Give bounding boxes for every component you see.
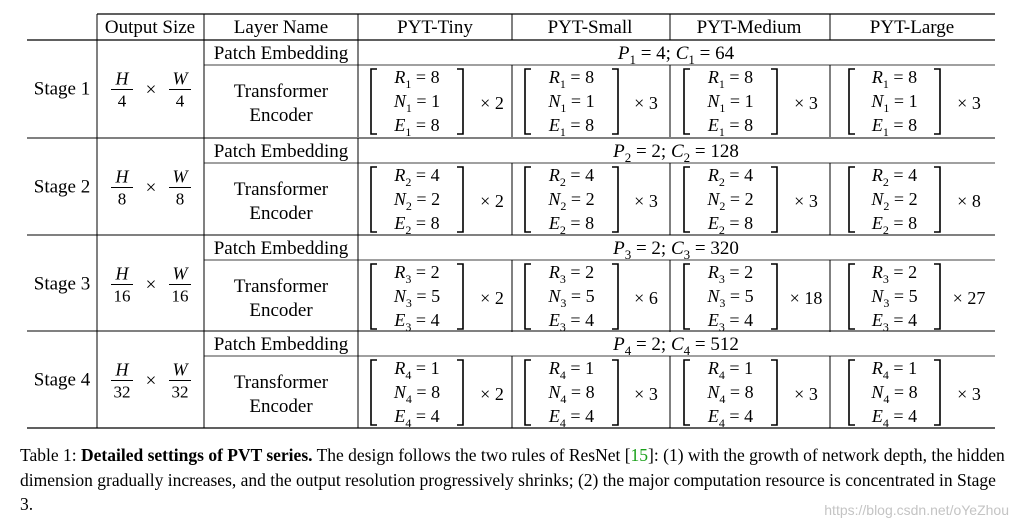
expansion-ratio: $E_3 = 4$ <box>707 310 754 334</box>
output-size-times: × <box>145 370 157 392</box>
output-size-times: × <box>145 274 157 296</box>
encoder-config-block <box>371 67 504 139</box>
expansion-ratio: $E_2 = 8$ <box>871 213 918 237</box>
block-multiplier: × 8 <box>957 191 981 211</box>
matrix-bracket-right <box>612 360 618 425</box>
encoder-config-block <box>684 165 818 237</box>
output-size-w: W <box>172 68 188 89</box>
num-heads: $N_3 = 5$ <box>548 286 595 310</box>
reduction-ratio: $R_1 = 8$ <box>548 67 595 91</box>
output-size-w-den: 4 <box>175 91 185 111</box>
num-heads: $N_1 = 1$ <box>871 91 918 115</box>
encoder-config-block <box>525 165 658 237</box>
num-heads: $N_4 = 8$ <box>393 382 441 406</box>
encoder-config-block <box>684 358 818 430</box>
block-multiplier: × 3 <box>634 384 658 404</box>
encoder-label-line1: Transformer <box>233 276 329 297</box>
encoder-config-block <box>371 262 504 334</box>
expansion-ratio: $E_4 = 4$ <box>871 406 918 430</box>
expansion-ratio: $E_3 = 4$ <box>394 310 440 334</box>
watermark: https://blog.csdn.net/oYeZhou <box>824 502 1009 518</box>
num-heads: $N_2 = 2$ <box>707 189 754 213</box>
block-multiplier: × 6 <box>634 288 658 308</box>
reduction-ratio: $R_1 = 8$ <box>871 67 918 91</box>
encoder-config-block <box>371 358 504 430</box>
matrix-bracket-left <box>525 264 531 329</box>
encoder-config-block <box>684 67 818 139</box>
stage-row <box>34 43 981 139</box>
num-heads: $N_4 = 8$ <box>871 382 918 406</box>
reduction-ratio: $R_4 = 1$ <box>871 358 918 382</box>
matrix-bracket-right <box>934 69 940 134</box>
matrix-bracket-left <box>849 69 855 134</box>
matrix-bracket-left <box>849 167 855 232</box>
patch-embedding-label: Patch Embedding <box>213 238 349 259</box>
output-size-w: W <box>172 166 188 187</box>
matrix-bracket-right <box>612 264 618 329</box>
header-layer-name: Layer Name <box>233 17 329 38</box>
encoder-label-line2: Encoder <box>249 396 313 417</box>
patch-settings: $P_2 = 2$; $C_2 = 128$ <box>613 141 739 165</box>
output-size-w: W <box>172 263 188 284</box>
matrix-bracket-left <box>684 360 690 425</box>
patch-embedding-label: Patch Embedding <box>213 334 349 355</box>
matrix-bracket-left <box>371 69 377 134</box>
reduction-ratio: $R_4 = 1$ <box>548 358 595 382</box>
expansion-ratio: $E_4 = 4$ <box>548 406 595 430</box>
expansion-ratio: $E_1 = 8$ <box>548 115 595 139</box>
block-multiplier: × 2 <box>480 288 504 308</box>
matrix-bracket-right <box>457 69 463 134</box>
patch-settings: $P_1 = 4$; $C_1 = 64$ <box>617 43 735 67</box>
matrix-bracket-right <box>771 167 777 232</box>
stage-row <box>34 238 986 334</box>
reduction-ratio: $R_2 = 4$ <box>394 165 440 189</box>
matrix-bracket-left <box>371 264 377 329</box>
matrix-bracket-right <box>771 264 777 329</box>
caption-citation-link[interactable]: 15 <box>630 445 649 465</box>
matrix-bracket-right <box>612 69 618 134</box>
caption-prefix: Table 1: <box>20 445 81 465</box>
num-heads: $N_3 = 5$ <box>707 286 754 310</box>
stage-label: Stage 1 <box>33 78 91 100</box>
matrix-bracket-right <box>771 69 777 134</box>
encoder-config-block <box>371 165 504 237</box>
block-multiplier: × 27 <box>952 288 986 308</box>
reduction-ratio: $R_2 = 4$ <box>548 165 595 189</box>
block-multiplier: × 3 <box>794 93 818 113</box>
reduction-ratio: $R_4 = 1$ <box>394 358 440 382</box>
reduction-ratio: $R_2 = 4$ <box>707 165 754 189</box>
output-size-w-den: 8 <box>175 189 185 209</box>
encoder-label-line1: Transformer <box>233 179 329 200</box>
header-model-large: PYT-Large <box>869 17 955 38</box>
matrix-bracket-right <box>934 167 940 232</box>
expansion-ratio: $E_4 = 4$ <box>394 406 440 430</box>
encoder-config-block <box>849 262 985 334</box>
expansion-ratio: $E_1 = 8$ <box>707 115 754 139</box>
output-size-h: H <box>115 166 129 187</box>
expansion-ratio: $E_3 = 4$ <box>548 310 595 334</box>
matrix-bracket-left <box>525 69 531 134</box>
reduction-ratio: $R_3 = 2$ <box>394 262 440 286</box>
num-heads: $N_2 = 2$ <box>548 189 595 213</box>
caption-lead: Detailed settings of PVT series. <box>80 445 313 465</box>
block-multiplier: × 3 <box>794 384 818 404</box>
block-multiplier: × 3 <box>794 191 818 211</box>
num-heads: $N_3 = 5$ <box>393 286 441 310</box>
matrix-bracket-left <box>849 264 855 329</box>
matrix-bracket-left <box>371 360 377 425</box>
header-model-small: PYT-Small <box>547 17 633 38</box>
output-size-w: W <box>172 359 188 380</box>
block-multiplier: × 18 <box>789 288 823 308</box>
matrix-bracket-left <box>525 167 531 232</box>
patch-embedding-label: Patch Embedding <box>213 141 349 162</box>
block-multiplier: × 2 <box>480 93 504 113</box>
patch-embedding-label: Patch Embedding <box>213 43 349 64</box>
stage-label: Stage 4 <box>33 369 91 391</box>
encoder-config-block <box>849 67 981 139</box>
encoder-config-block <box>525 358 658 430</box>
reduction-ratio: $R_3 = 2$ <box>548 262 595 286</box>
stage-row <box>34 141 981 237</box>
encoder-config-block <box>684 262 822 334</box>
matrix-bracket-left <box>684 264 690 329</box>
matrix-bracket-right <box>771 360 777 425</box>
block-multiplier: × 3 <box>634 191 658 211</box>
reduction-ratio: $R_2 = 4$ <box>871 165 918 189</box>
matrix-bracket-right <box>457 167 463 232</box>
matrix-bracket-right <box>934 264 940 329</box>
expansion-ratio: $E_1 = 8$ <box>394 115 440 139</box>
block-multiplier: × 2 <box>480 191 504 211</box>
output-size-h-den: 32 <box>113 382 131 402</box>
table-header <box>105 17 954 38</box>
reduction-ratio: $R_3 = 2$ <box>871 262 918 286</box>
caption-text-a: The design follows the two rules of ResNet [ <box>312 445 631 465</box>
num-heads: $N_3 = 5$ <box>871 286 918 310</box>
num-heads: $N_2 = 2$ <box>393 189 441 213</box>
output-size-h-den: 16 <box>113 286 131 306</box>
encoder-label-line2: Encoder <box>249 300 313 321</box>
output-size-w-den: 32 <box>171 382 189 402</box>
header-model-tiny: PYT-Tiny <box>397 17 473 38</box>
output-size-h: H <box>115 359 129 380</box>
block-multiplier: × 3 <box>957 384 981 404</box>
num-heads: $N_4 = 8$ <box>548 382 595 406</box>
table-body <box>34 43 986 430</box>
block-multiplier: × 3 <box>957 93 981 113</box>
matrix-bracket-right <box>934 360 940 425</box>
patch-settings: $P_4 = 2$; $C_4 = 512$ <box>613 334 739 358</box>
encoder-label-line2: Encoder <box>249 105 313 126</box>
stage-label: Stage 3 <box>33 273 91 295</box>
stage-label: Stage 2 <box>33 176 91 198</box>
output-size-h-den: 4 <box>117 91 127 111</box>
encoder-config-block <box>849 358 981 430</box>
reduction-ratio: $R_1 = 8$ <box>707 67 754 91</box>
output-size-times: × <box>145 177 157 199</box>
num-heads: $N_1 = 1$ <box>548 91 595 115</box>
matrix-bracket-right <box>457 264 463 329</box>
expansion-ratio: $E_1 = 8$ <box>871 115 918 139</box>
matrix-bracket-left <box>525 360 531 425</box>
encoder-config-block <box>525 262 658 334</box>
caption-text-b: ]: (1) with the growth of network depth, the hidden dimension gradually increases, and the output resolution progressively shrinks; (2) the major computation resource is concentrated in Stage 3. <box>20 445 1005 514</box>
block-multiplier: × 2 <box>480 384 504 404</box>
matrix-bracket-left <box>684 69 690 134</box>
num-heads: $N_1 = 1$ <box>707 91 754 115</box>
matrix-bracket-right <box>457 360 463 425</box>
header-model-medium: PYT-Medium <box>696 17 802 38</box>
expansion-ratio: $E_2 = 8$ <box>707 213 754 237</box>
matrix-bracket-right <box>612 167 618 232</box>
block-multiplier: × 3 <box>634 93 658 113</box>
reduction-ratio: $R_4 = 1$ <box>707 358 754 382</box>
encoder-config-block <box>525 67 658 139</box>
expansion-ratio: $E_2 = 8$ <box>548 213 595 237</box>
stage-row <box>34 334 981 430</box>
expansion-ratio: $E_3 = 4$ <box>871 310 918 334</box>
output-size-h: H <box>115 263 129 284</box>
encoder-label-line1: Transformer <box>233 372 329 393</box>
encoder-label-line1: Transformer <box>233 81 329 102</box>
output-size-h-den: 8 <box>117 189 127 209</box>
output-size-w-den: 16 <box>171 286 189 306</box>
num-heads: $N_1 = 1$ <box>393 91 441 115</box>
num-heads: $N_4 = 8$ <box>707 382 754 406</box>
output-size-h: H <box>115 68 129 89</box>
matrix-bracket-left <box>371 167 377 232</box>
num-heads: $N_2 = 2$ <box>871 189 918 213</box>
header-output-size: Output Size <box>104 17 196 38</box>
patch-settings: $P_3 = 2$; $C_3 = 320$ <box>613 238 739 262</box>
expansion-ratio: $E_2 = 8$ <box>394 213 440 237</box>
reduction-ratio: $R_3 = 2$ <box>707 262 754 286</box>
matrix-bracket-left <box>849 360 855 425</box>
matrix-bracket-left <box>684 167 690 232</box>
encoder-label-line2: Encoder <box>249 203 313 224</box>
encoder-config-block <box>849 165 981 237</box>
output-size-times: × <box>145 79 157 101</box>
expansion-ratio: $E_4 = 4$ <box>707 406 754 430</box>
reduction-ratio: $R_1 = 8$ <box>394 67 440 91</box>
